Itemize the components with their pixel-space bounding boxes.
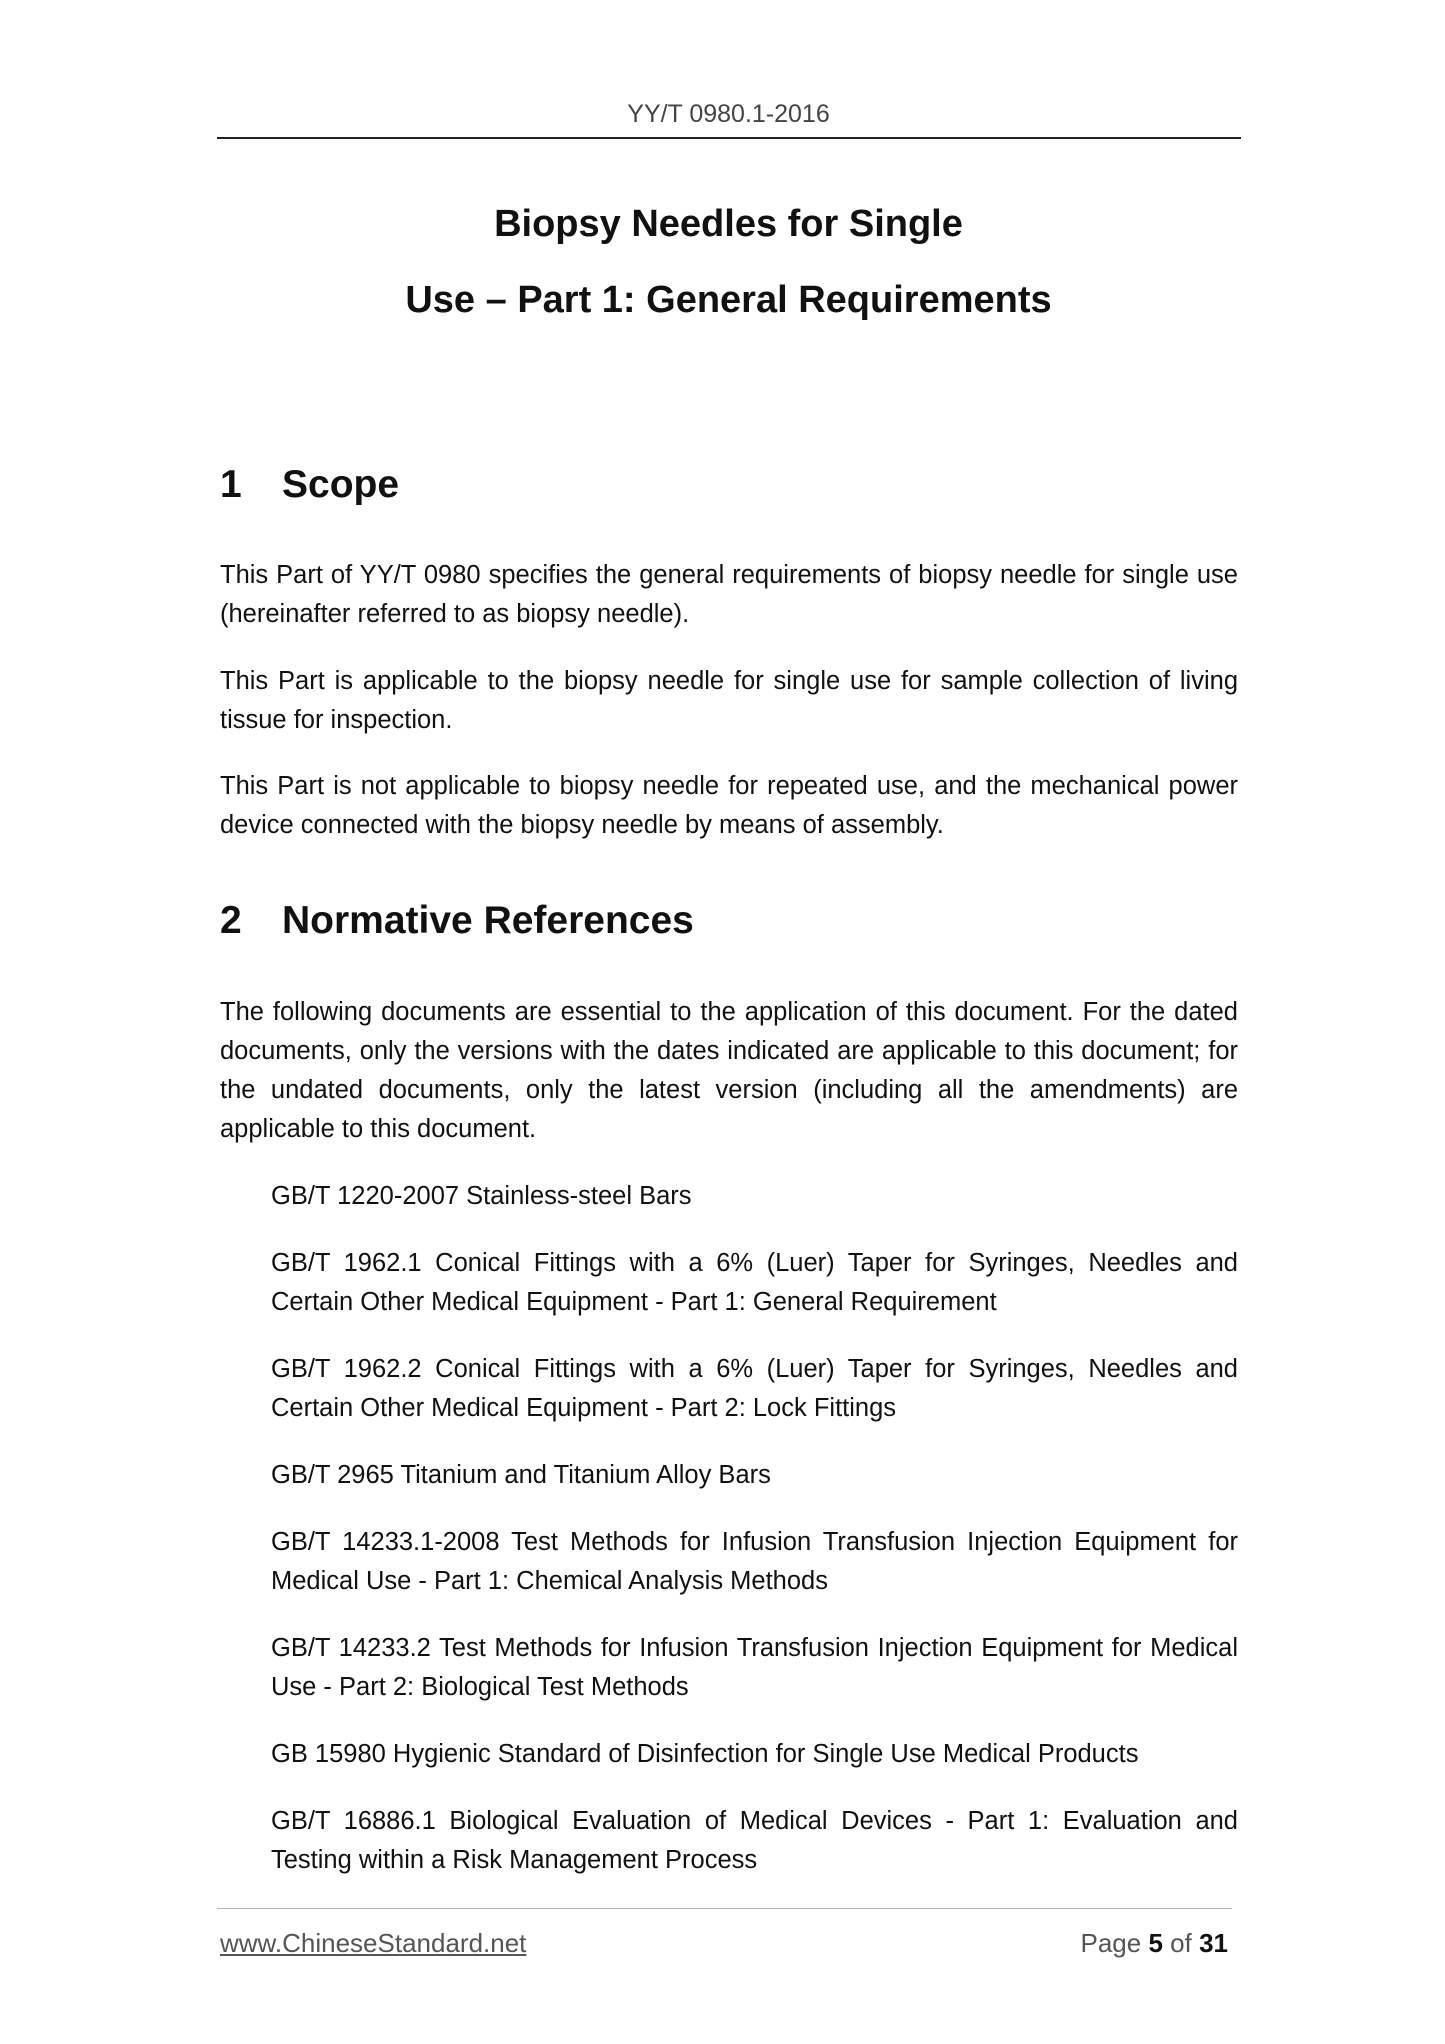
header-rule xyxy=(217,137,1241,139)
reference-item: GB/T 1220-2007 Stainless-steel Bars xyxy=(271,1182,692,1210)
section-heading-normative-references xyxy=(220,899,694,943)
reference-item: GB/T 2965 Titanium and Titanium Alloy Bars xyxy=(271,1461,771,1489)
section-number: 1 xyxy=(220,463,242,506)
reference-item: GB/T 14233.2 Test Methods for Infusion Transfusion Injection Equipment for Medical Use - Part 2: Biological Test Methods xyxy=(271,1634,1238,1701)
reference-item: GB/T 14233.1-2008 Test Methods for Infusion Transfusion Injection Equipment for Medical Use - Part 1: Chemical Analysis Methods xyxy=(271,1528,1238,1595)
document-title xyxy=(217,186,1240,338)
reference-item: GB/T 1962.1 Conical Fittings with a 6% (Luer) Taper for Syringes, Needles and Certain Other Medical Equipment - Part 1: General Requirement xyxy=(271,1249,1238,1316)
scope-paragraph-1: This Part of YY/T 0980 specifies the general requirements of biopsy needle for single use (hereinafter referred to as biopsy needle). xyxy=(220,561,1238,628)
footer-rule xyxy=(217,1908,1232,1909)
section-title: Normative References xyxy=(282,899,694,942)
page-label: Page xyxy=(1080,1928,1142,1958)
footer-website-link[interactable]: www.ChineseStandard.net xyxy=(220,1928,527,1958)
scope-paragraph-3: This Part is not applicable to biopsy needle for repeated use, and the mechanical power device connected with the biopsy needle by means of assembly. xyxy=(220,772,1238,839)
title-line-1: Biopsy Needles for Single xyxy=(494,203,963,245)
page-header-doc-id: YY/T 0980.1-2016 xyxy=(627,100,830,128)
references-intro: The following documents are essential to the application of this document. For the dated documents, only the versions with the dates indicated are applicable to this document; for the undated documents, only the latest version (including all the amendments) are applicable to this document. xyxy=(220,998,1238,1143)
section-number: 2 xyxy=(220,899,242,942)
section-title: Scope xyxy=(282,463,400,506)
reference-item: GB/T 16886.1 Biological Evaluation of Medical Devices - Part 1: Evaluation and Testing within a Risk Management Process xyxy=(271,1807,1238,1874)
page-current: 5 xyxy=(1148,1928,1163,1958)
page-of-label: of xyxy=(1170,1928,1192,1958)
reference-item: GB 15980 Hygienic Standard of Disinfection for Single Use Medical Products xyxy=(271,1740,1139,1768)
page-total: 31 xyxy=(1199,1928,1228,1958)
reference-item: GB/T 1962.2 Conical Fittings with a 6% (Luer) Taper for Syringes, Needles and Certain Other Medical Equipment - Part 2: Lock Fittings xyxy=(271,1355,1238,1422)
footer-page-number xyxy=(1080,1928,1228,1959)
scope-paragraph-2: This Part is applicable to the biopsy needle for single use for sample collection of living tissue for inspection. xyxy=(220,667,1238,734)
section-heading-scope xyxy=(220,463,399,507)
title-line-2: Use – Part 1: General Requirements xyxy=(405,279,1052,321)
